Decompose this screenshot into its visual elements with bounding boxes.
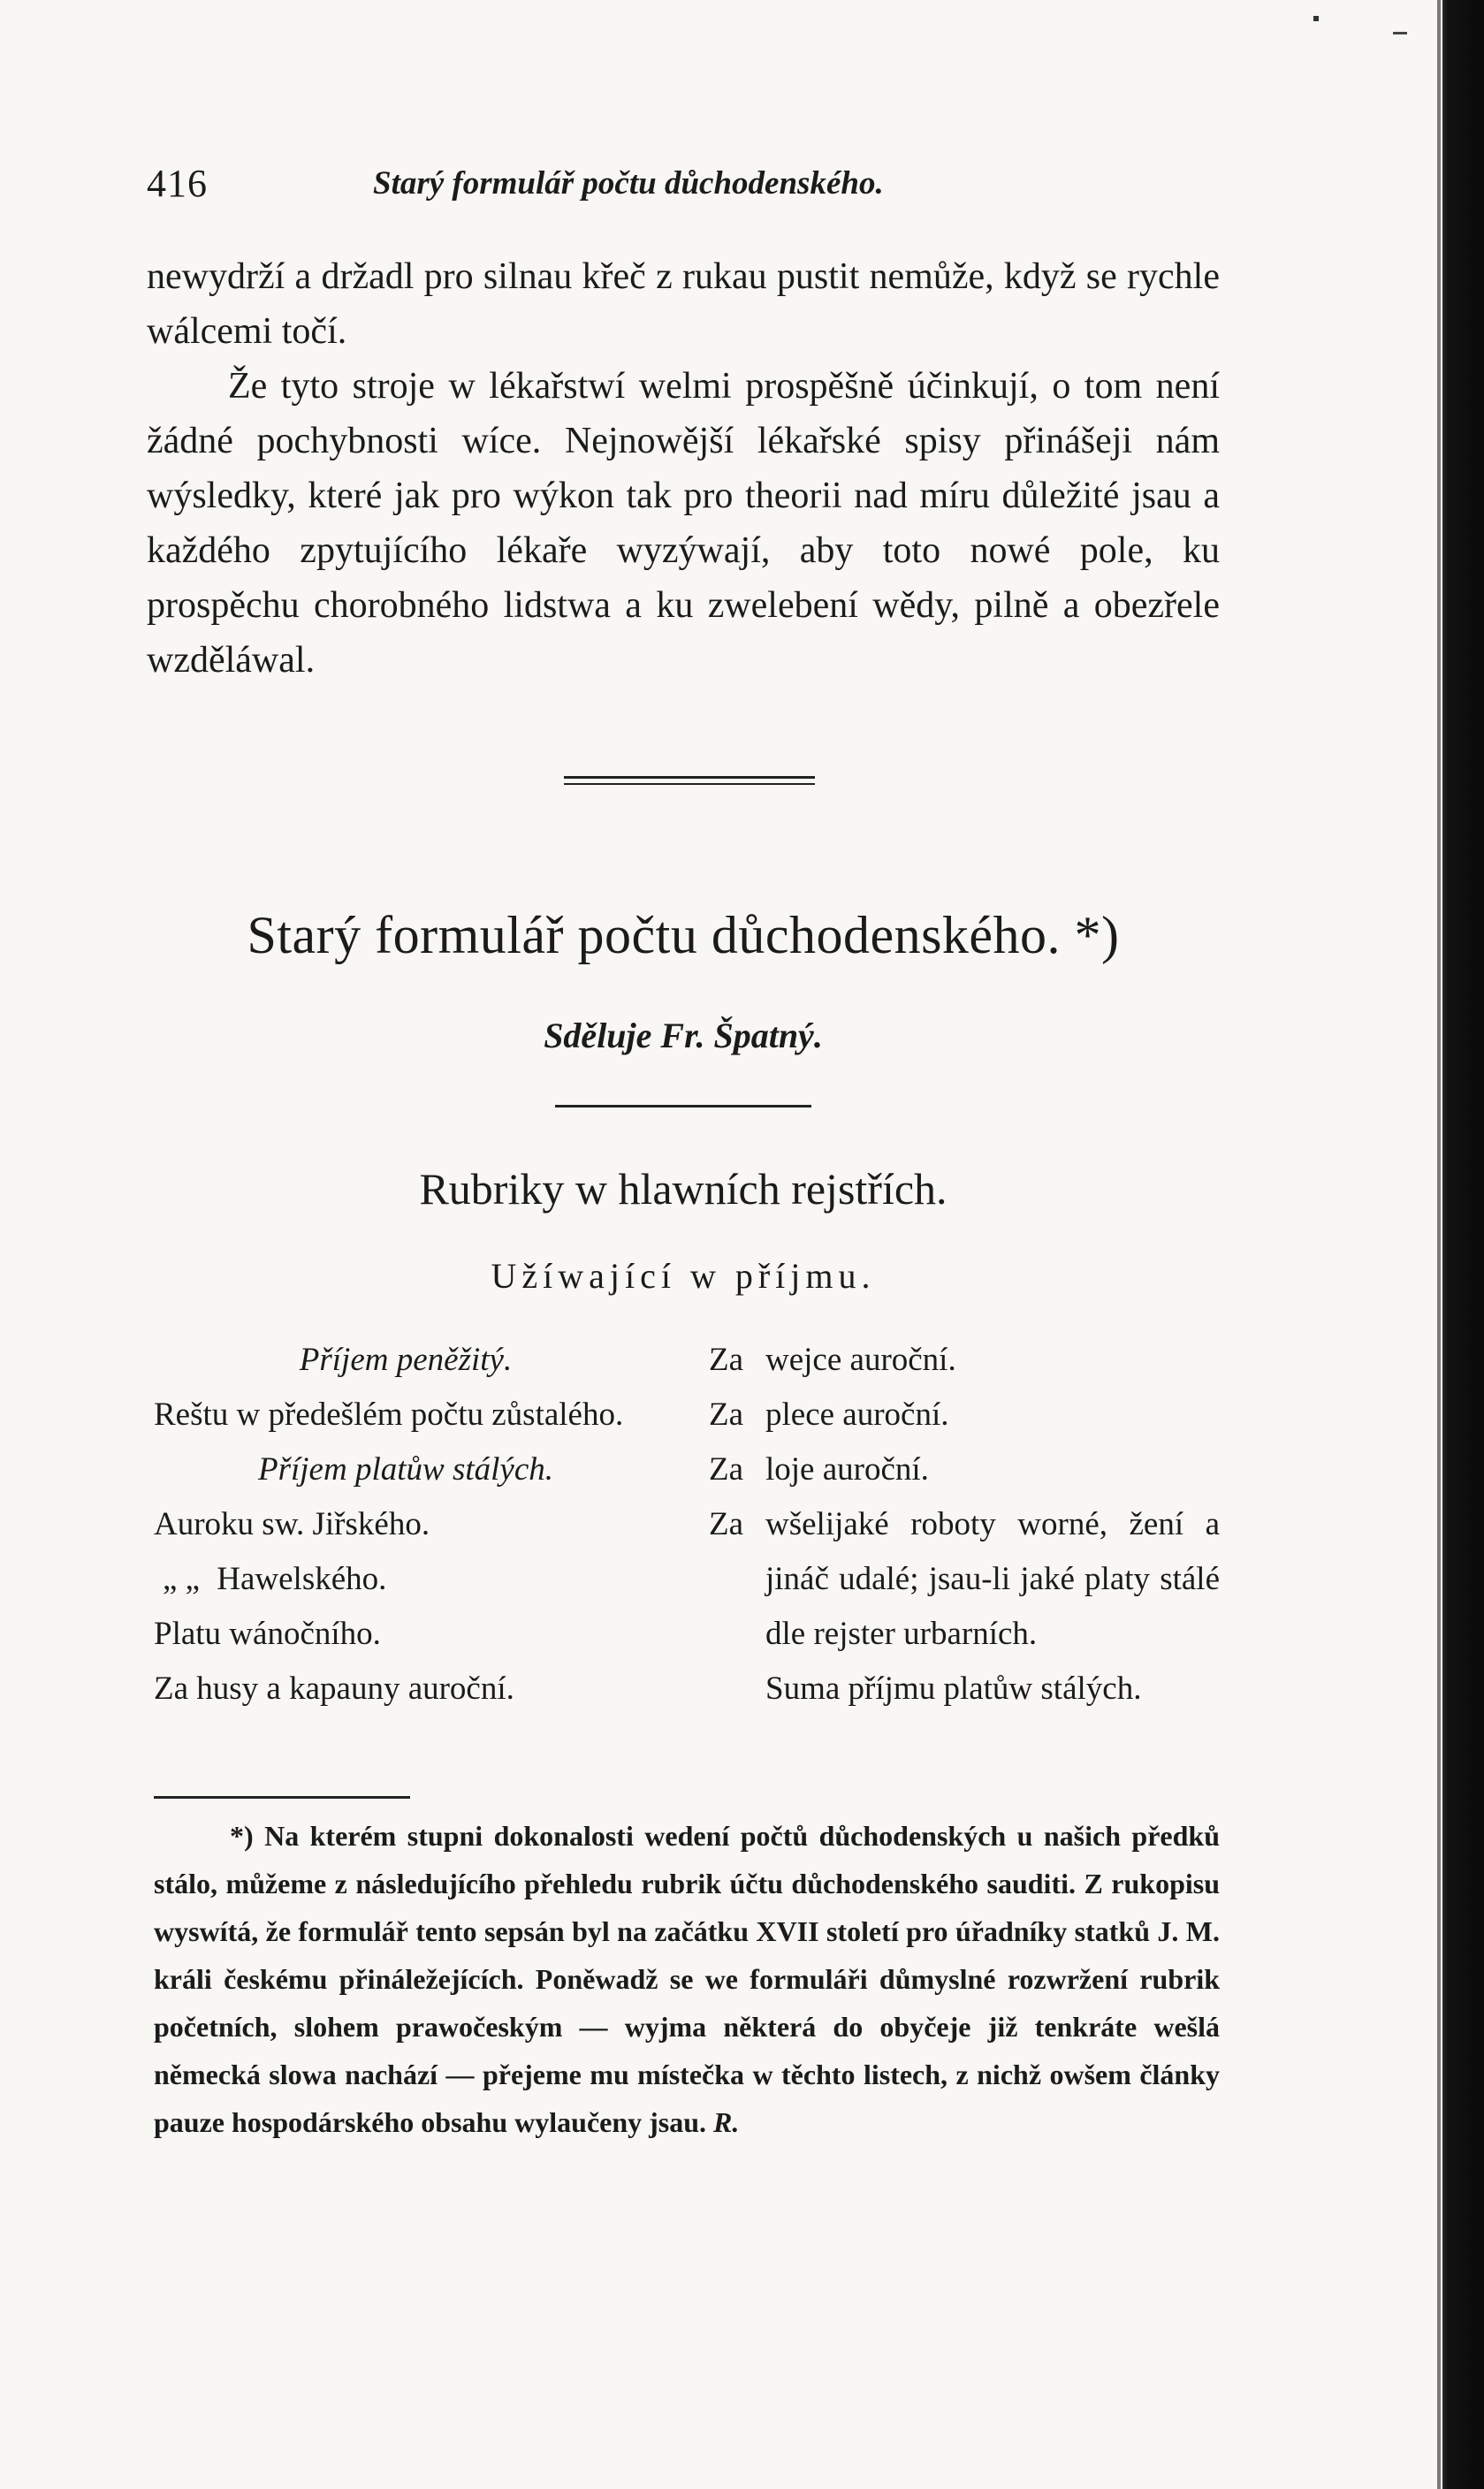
section-title: Rubriky w hlawních rejstřích. bbox=[419, 1164, 947, 1214]
footnote-text: *) Na kterém stupni dokonalosti wedení počtů důchodenských u našich předků stálo, můžeme z následujícího přehledu rubrik účtu důchodenského sauditi. Z rukopisu wyswítá, že formulář tento sepsán byl na začátku XVII století pro úřadníky statků J. M. králi českému přináležejících. Poněwadž se we formuláři důmyslné rozwržení rubrik početních, slohem prawočeským — wyjma některá do obyčeje již tenkráte wešlá německá slowa nachází — přejeme mu místečka w těchto listech, z nichž owšem články pauze hospodárského obsahu wylaučeny jsau. bbox=[154, 1820, 1220, 2138]
scan-border bbox=[1442, 0, 1484, 2489]
list-item-text: Hawelského. bbox=[217, 1561, 387, 1597]
running-title: Starý formulář počtu důchodenského. bbox=[373, 165, 884, 202]
running-head bbox=[147, 161, 1220, 214]
list-item: Reštu w předešlém počtu zůstalého. bbox=[154, 1397, 624, 1433]
title-divider bbox=[555, 1105, 811, 1107]
footnote bbox=[154, 1812, 1220, 2146]
paragraph: Že tyto stroje w lékařstwí welmi prospěšně účinkují, o tom není žádné pochybnosti wíce. Nejnowější lékařské spisy přinášeji nám wýsledky, které jak pro wýkon tak pro theorii nad míru důležité jsau a každého zpytujícího lékaře wyzýwají, aby toto nowé pole, ku prospěchu chorobného lidstwa a ku zwelebení wědy, pilně a obezřele wzděláwal. bbox=[147, 366, 1220, 681]
article-byline: Sděluje Fr. Špatný. bbox=[544, 1016, 823, 1055]
list-item-text: wejce auroční. bbox=[765, 1342, 956, 1378]
left-column bbox=[154, 1333, 658, 1716]
list-item-text: plece auroční. bbox=[765, 1397, 949, 1433]
list-item: Auroku sw. Jiřského. bbox=[154, 1506, 430, 1542]
column-heading: Příjem platůw stálých. bbox=[258, 1451, 553, 1488]
list-item: Platu wánočního. bbox=[154, 1616, 381, 1652]
za-prefix: Za bbox=[709, 1342, 744, 1378]
article-title: Starý formulář počtu důchodenského. *) bbox=[247, 906, 1120, 964]
list-item bbox=[709, 1442, 1220, 1497]
page-edge bbox=[1437, 0, 1441, 2489]
subsection-title: Užíwající w příjmu. bbox=[491, 1256, 876, 1296]
footnote-signature: R. bbox=[713, 2106, 740, 2138]
body-text bbox=[147, 249, 1220, 688]
print-speck bbox=[1393, 32, 1407, 34]
list-item bbox=[709, 1497, 1220, 1662]
list-item-text: loje auroční. bbox=[765, 1451, 929, 1488]
page-number: 416 bbox=[147, 162, 208, 205]
right-column bbox=[709, 1333, 1220, 1716]
column-heading: Příjem peněžitý. bbox=[299, 1342, 513, 1378]
section-divider bbox=[564, 776, 815, 785]
paragraph-continuation: newydrží a držadl pro silnau křeč z rukau pustit nemůže, když se rychle wálcemi točí. bbox=[147, 256, 1220, 352]
ditto-marks: „ „ bbox=[162, 1561, 201, 1597]
list-item bbox=[709, 1333, 1220, 1388]
list-item-text: wšelijaké roboty worné, žení a jináč udalé; jsau-li jaké platy stálé dle rejster urbarních. bbox=[765, 1506, 1220, 1652]
column-total: Suma příjmu platůw stálých. bbox=[765, 1671, 1142, 1707]
list-item bbox=[154, 1552, 658, 1607]
za-prefix: Za bbox=[709, 1506, 744, 1542]
list-item: Za husy a kapauny auroční. bbox=[154, 1671, 514, 1707]
za-prefix: Za bbox=[709, 1451, 744, 1488]
footnote-rule bbox=[154, 1796, 410, 1799]
za-prefix: Za bbox=[709, 1397, 744, 1433]
list-item bbox=[709, 1388, 1220, 1442]
print-speck bbox=[1313, 16, 1319, 21]
